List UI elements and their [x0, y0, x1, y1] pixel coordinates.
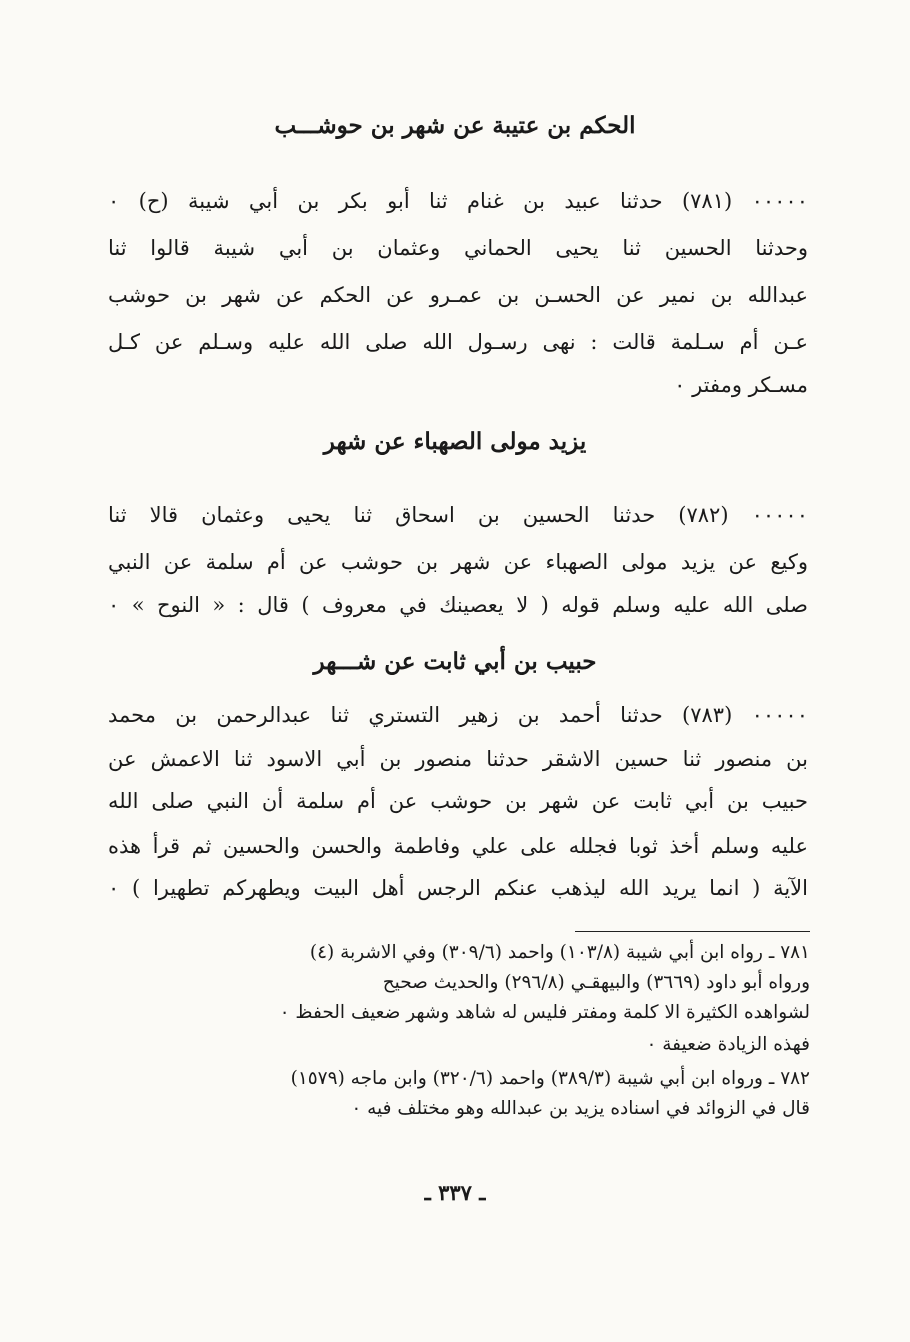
- text-line: ٠٠٠٠٠ (٧٨١) حدثنا عبيد بن غنام ثنا أبو بكر بن أبي شيبة (ح) ٠: [108, 189, 808, 213]
- section-heading: الحكم بن عتيبة عن شهر بن حوشـــب: [274, 112, 636, 139]
- footnote-line: لشواهده الكثيرة الا كلمة ومفتر فليس له شاهد وشهر ضعيف الحفظ ٠: [279, 1002, 810, 1023]
- section-heading: حبيب بن أبي ثابت عن شـــهر: [313, 648, 597, 675]
- text-line: عـن أم سـلمة قالت : نهى رسـول الله صلى الله عليه وسـلم عن كـل: [108, 330, 808, 354]
- footnote-separator: [575, 931, 810, 932]
- footnote-line: ٧٨٢ ـ ورواه ابن أبي شيبة (٣٨٩/٣) واحمد (٣٢٠/٦) وابن ماجه (١٥٧٩): [290, 1068, 810, 1089]
- text-line: وكيع عن يزيد مولى الصهباء عن شهر بن حوشب عن أم سلمة عن النبي: [108, 550, 808, 574]
- text-line: عبدالله بن نمير عن الحسـن بن عمـرو عن الحكم عن شهر بن حوشب: [108, 283, 808, 307]
- text-line: صلى الله عليه وسلم قوله ( لا يعصينك في معروف ) قال : « النوح » ٠: [108, 593, 808, 617]
- text-line: ٠٠٠٠٠ (٧٨٣) حدثنا أحمد بن زهير التستري ثنا عبدالرحمن بن محمد: [108, 703, 808, 727]
- footnote-line: قال في الزوائد في اسناده يزيد بن عبدالله وهو مختلف فيه ٠: [351, 1098, 810, 1119]
- text-line: ٠٠٠٠٠ (٧٨٢) حدثنا الحسين بن اسحاق ثنا يحيى وعثمان قالا ثنا: [108, 503, 808, 527]
- footnote-line: فهذه الزيادة ضعيفة ٠: [646, 1034, 810, 1055]
- text-line: حبيب بن أبي ثابت عن شهر بن حوشب عن أم سلمة أن النبي صلى الله: [108, 789, 808, 813]
- text-line: عليه وسلم أخذ ثوبا فجلله على علي وفاطمة والحسن والحسين ثم قرأ هذه: [108, 834, 808, 858]
- text-line: الآية ( انما يريد الله ليذهب عنكم الرجس أهل البيت ويطهركم تطهيرا ) ٠: [108, 876, 808, 900]
- footnote-line: ٧٨١ ـ رواه ابن أبي شيبة (١٠٣/٨) واحمد (٣٠٩/٦) وفي الاشربة (٤): [309, 942, 810, 963]
- text-line: وحدثنا الحسين ثنا يحيى الحماني وعثمان بن أبي شيبة قالوا ثنا: [108, 236, 808, 260]
- text-line: بن منصور ثنا حسين الاشقر حدثنا منصور بن أبي الاسود ثنا الاعمش عن: [108, 747, 808, 771]
- text-line: مسـكر ومفتر ٠: [674, 373, 808, 397]
- section-heading: يزيد مولى الصهباء عن شهر: [323, 428, 587, 455]
- footnote-line: ورواه أبو داود (٣٦٦٩) والبيهقـي (٢٩٦/٨) والحديث صحيح: [382, 972, 810, 993]
- page-number: ـ ٣٣٧ ـ: [424, 1180, 486, 1205]
